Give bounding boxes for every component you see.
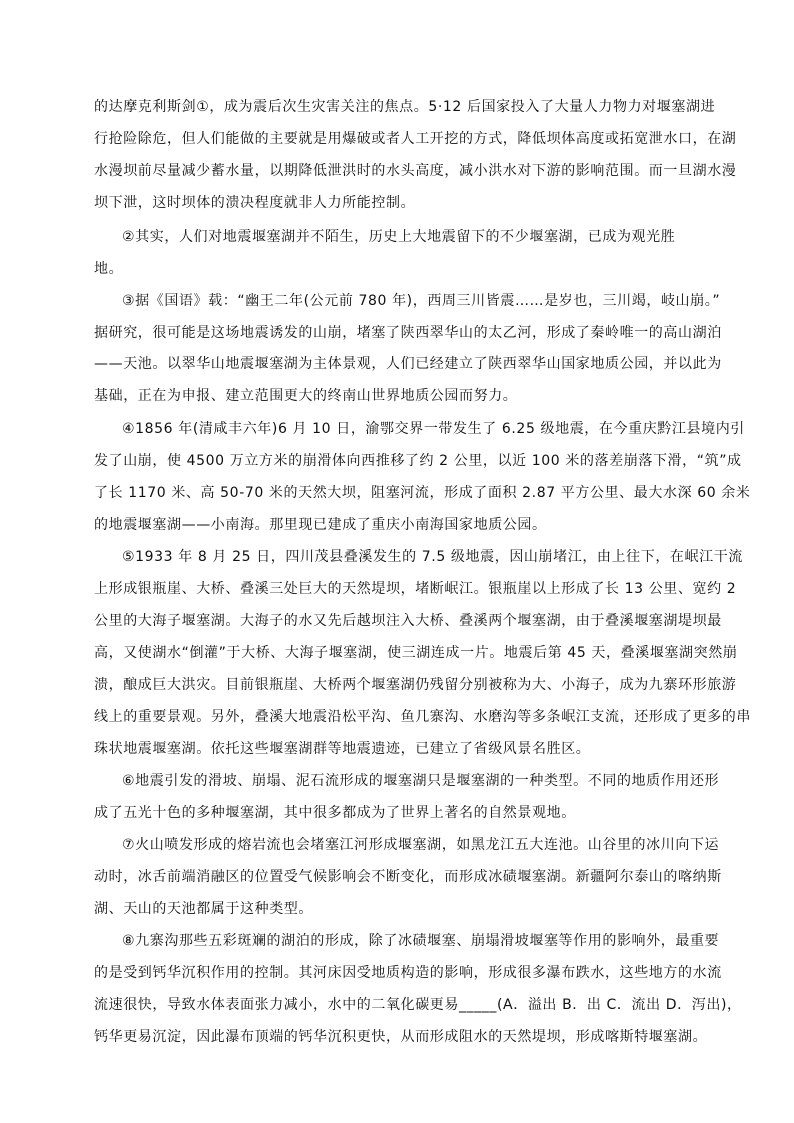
paragraph-7-line: 湖、天山的天池都属于这种类型。: [94, 901, 313, 917]
paragraph-2-line: 地。: [94, 261, 124, 277]
paragraph-2-line: ②其实，人们对地震堰塞湖并不陌生，历史上大地震留下的不少堰塞湖，已成为观光胜: [122, 229, 676, 245]
paragraph-3-line: ③据《国语》载：“幽王二年(公元前 780 年)，西周三川皆震……是岁也，三川竭，岐山崩。”: [122, 293, 721, 309]
text-line: 的达摩克利斯剑①，成为震后次生灾害关注的焦点。5·12 后国家投入了大量人力物力对堰塞湖进: [94, 99, 716, 115]
paragraph-8-line: 流速很快，导致水体表面张力减小，水中的二氧化碳更易_____(A．溢出 B．出 C．流出 D．泻出)，: [94, 997, 742, 1013]
paragraph-8-line: 钙华更易沉淀，因此瀑布顶端的钙华沉积更快，从而形成阻水的天然堤坝，形成喀斯特堰塞湖。: [94, 1029, 708, 1045]
paragraph-5-line: 上形成银瓶崖、大桥、叠溪三处巨大的天然堤坝，堵断岷江。银瓶崖以上形成了长 13 公里、宽约 2: [94, 581, 737, 597]
paragraph-7-line: 动时，冰舌前端消融区的位置受气候影响会不断变化，而形成冰碛堰塞湖。新疆阿尔泰山的喀纳斯: [94, 869, 722, 885]
paragraph-3-line: ——天池。以翠华山地震堰塞湖为主体景观，人们已经建立了陕西翠华山国家地质公园，并以此为: [94, 356, 722, 372]
paragraph-6-line: ⑥地震引发的滑坡、崩塌、泥石流形成的堰塞湖只是堰塞湖的一种类型。不同的地质作用还形: [122, 773, 720, 789]
paragraph-8-line: 的是受到钙华沉积作用的控制。其河床因受地质构造的影响，形成很多瀑布跌水，这些地方的水流: [94, 965, 722, 981]
paragraph-4-line: 的地震堰塞湖——小南海。那里现已建成了重庆小南海国家地质公园。: [94, 517, 547, 533]
paragraph-5-line: ⑤1933 年 8 月 25 日，四川茂县叠溪发生的 7.5 级地震，因山崩堵江，由上往下，在岷江干流: [122, 549, 743, 565]
paragraph-5-line: 高，又使湖水“倒灌”于大桥、大海子堰塞湖，使三湖连成一片。地震后第 45 天，叠溪堰塞湖突然崩: [94, 645, 738, 661]
paragraph-5-line: 公里的大海子堰塞湖。大海子的水又先后越坝注入大桥、叠溪两个堰塞湖，由于叠溪堰塞湖堤坝最: [94, 613, 722, 629]
paragraph-5-line: 溃，酿成巨大洪灾。目前银瓶崖、大桥两个堰塞湖仍残留分别被称为大、小海子，成为九寨环形旅游: [94, 677, 737, 693]
paragraph-8-line: ⑧九寨沟那些五彩斑斓的湖泊的形成，除了冰碛堰塞、崩塌滑坡堰塞等作用的影响外，最重要: [122, 933, 720, 949]
paragraph-3-line: 基础，正在为申报、建立范围更大的终南山世界地质公园而努力。: [94, 388, 518, 404]
text-line: 水漫坝前尽量减少蓄水量，以期降低泄洪时的水头高度，减小洪水对下游的影响范围。而一旦湖水漫: [94, 163, 737, 179]
paragraph-4-line: 了长 1170 米、高 50-70 米的天然大坝，阻塞河流，形成了面积 2.87 平方公里、最大水深 60 余米: [94, 485, 751, 501]
paragraph-4-line: ④1856 年(清咸丰六年)6 月 10 日，渝鄂交界一带发生了 6.25 级地震，在今重庆黔江县境内引: [122, 421, 745, 437]
paragraph-7-line: ⑦火山喷发形成的熔岩流也会堵塞江河形成堰塞湖，如黑龙江五大连池。山谷里的冰川向下运: [122, 837, 720, 853]
paragraph-5-line: 线上的重要景观。另外，叠溪大地震沿松平沟、鱼几寨沟、水磨沟等多条岷江支流，还形成了更多的串: [94, 709, 751, 725]
paragraph-6-line: 成了五光十色的多种堰塞湖，其中很多都成为了世界上著名的自然景观地。: [94, 805, 576, 821]
text-line: 行抢险除危，但人们能做的主要就是用爆破或者人工开挖的方式，降低坝体高度或拓宽泄水口，在湖: [94, 131, 737, 147]
paragraph-5-line: 珠状地震堰塞湖。依托这些堰塞湖群等地震遗迹，已建立了省级风景名胜区。: [94, 741, 591, 757]
text-line: 坝下泄，这时坝体的溃决程度就非人力所能控制。: [94, 195, 416, 211]
paragraph-4-line: 发了山崩，使 4500 万立方米的崩滑体向西推移了约 2 公里，以近 100 米的落差崩落下滑，“筑”成: [94, 453, 742, 469]
paragraph-3-line: 据研究，很可能是这场地震诱发的山崩，堵塞了陕西翠华山的太乙河，形成了秦岭唯一的高山湖泊: [94, 325, 722, 341]
